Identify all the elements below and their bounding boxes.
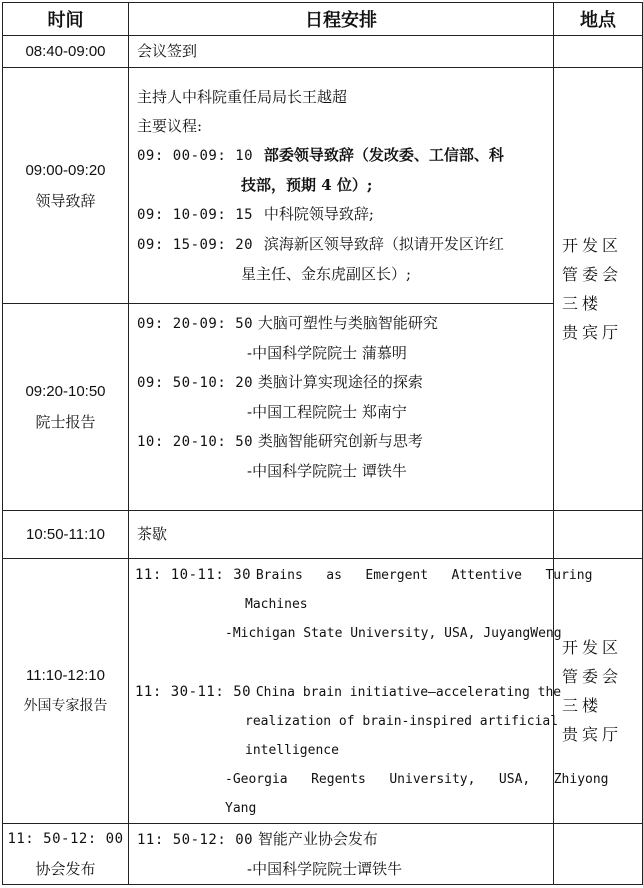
talk-title-line [137, 368, 547, 398]
foreign-time: 11:10-12:10 [26, 667, 105, 684]
talk-time: 11: 50-12: 00 [137, 831, 254, 848]
venue-line: 管委会 [562, 265, 623, 284]
signin-time: 08:40-09:00 [25, 43, 106, 60]
tea-text: 茶歇 [137, 525, 168, 543]
venue-line: 管委会 [562, 667, 623, 686]
association-schedule-cell [129, 824, 554, 885]
row-foreign [3, 559, 643, 824]
row-association [3, 824, 643, 885]
leaders-time: 09:00-09:20 [25, 161, 106, 179]
leaders-agenda: 主要议程: [137, 116, 203, 135]
leaders-item [137, 230, 547, 260]
talk-title-line [137, 427, 547, 457]
venue-line: 贵宾厅 [562, 725, 623, 744]
header-time: 时间 [3, 3, 129, 36]
leaders-time-cell [3, 68, 129, 304]
row-signin [3, 36, 643, 68]
leaders-item-text: 滨海新区领导致辞（拟请开发区许红 [263, 234, 504, 253]
leaders-host: 主持人中科院重任局局长王越超 [137, 87, 348, 106]
leaders-item-time: 09: 00-09: 10 [137, 147, 254, 164]
row-tea [3, 511, 643, 559]
venue-line: 开发区 [562, 638, 623, 657]
academicians-time-cell [3, 304, 129, 511]
academicians-label: 院士报告 [35, 413, 96, 431]
talk-speaker: -中国科学院院士谭铁牛 [247, 859, 403, 878]
signin-text: 会议签到 [137, 42, 198, 60]
leaders-item-text-cont: 星主任、金东虎副区长）; [241, 264, 412, 283]
leaders-item-text-cont: 技部，预期 4 位）; [241, 175, 373, 194]
talk-title: China brain initiative—accelerating the [255, 684, 562, 700]
foreign-time-cell [3, 559, 129, 824]
signin-time-cell [3, 36, 129, 68]
association-venue-cell [554, 824, 643, 885]
talk-speaker: -Michigan State University, USA, JuyangWeng [225, 625, 562, 641]
leaders-item-text: 部委领导致辞（发改委、工信部、科 [263, 145, 504, 164]
talk-time: 11: 10-11: 30 [135, 566, 252, 583]
association-label: 协会发布 [35, 860, 96, 878]
venue-line: 三楼 [562, 696, 603, 715]
association-time-cell [3, 824, 129, 885]
talk-time: 11: 30-11: 50 [135, 683, 252, 700]
header-schedule: 日程安排 [129, 3, 554, 36]
header-row [3, 3, 643, 36]
tea-venue-cell [554, 511, 643, 559]
venue-cell-1 [554, 68, 643, 511]
talk-speaker: -中国工程院院士 郑南宁 [247, 403, 407, 421]
talk-speaker: -中国科学院院士 蒲慕明 [247, 344, 407, 362]
header-venue: 地点 [554, 3, 643, 36]
talk-title: 类脑计算实现途径的探索 [257, 373, 423, 391]
leaders-item-time: 09: 10-09: 15 [137, 206, 254, 223]
leaders-item [137, 200, 547, 230]
talk-title-cont: realization of brain-inspired artificial [245, 713, 559, 729]
tea-time-cell [3, 511, 129, 559]
academicians-schedule-cell [129, 304, 554, 511]
talk-title: Brains as Emergent Attentive Turing [255, 567, 593, 583]
leaders-item-text: 中科院领导致辞; [263, 204, 374, 223]
schedule-table [2, 2, 643, 885]
signin-venue-cell [554, 36, 643, 68]
venue-line: 三楼 [562, 294, 603, 313]
academicians-time: 09:20-10:50 [25, 383, 106, 400]
talk-title-line [137, 309, 547, 339]
talk-speaker: -Georgia Regents University, USA, Zhiyong [225, 771, 609, 787]
spacer [135, 648, 547, 677]
foreign-label: 外国专家报告 [23, 698, 108, 714]
venue-line: 贵宾厅 [562, 323, 623, 342]
talk-time: 09: 20-09: 50 [137, 316, 254, 332]
leaders-schedule-cell [129, 68, 554, 304]
talk-title: 类脑智能研究创新与思考 [257, 432, 423, 450]
talk-title-cont: intelligence [245, 742, 339, 758]
leaders-label: 领导致辞 [35, 191, 96, 210]
talk-title-line [135, 677, 562, 707]
talk-speaker: -中国科学院院士 谭铁牛 [247, 462, 407, 480]
talk-title-line [135, 560, 593, 590]
talk-title: 大脑可塑性与类脑智能研究 [257, 314, 438, 332]
talk-title-cont: Machines [245, 596, 308, 612]
talk-time: 10: 20-10: 50 [137, 434, 254, 450]
talk-time: 09: 50-10: 20 [137, 375, 254, 391]
talk-title: 智能产业协会发布 [257, 829, 378, 848]
talk-title-line [137, 825, 547, 855]
signin-schedule-cell [129, 36, 554, 68]
leaders-item [137, 141, 547, 171]
association-time: 11: 50-12: 00 [7, 831, 124, 847]
row-academicians [3, 304, 643, 511]
tea-schedule-cell [129, 511, 554, 559]
venue-line: 开发区 [562, 236, 623, 255]
talk-speaker-cont: Yang [225, 800, 257, 816]
tea-time: 10:50-11:10 [26, 526, 105, 543]
leaders-item-time: 09: 15-09: 20 [137, 236, 254, 253]
row-leaders [3, 68, 643, 304]
